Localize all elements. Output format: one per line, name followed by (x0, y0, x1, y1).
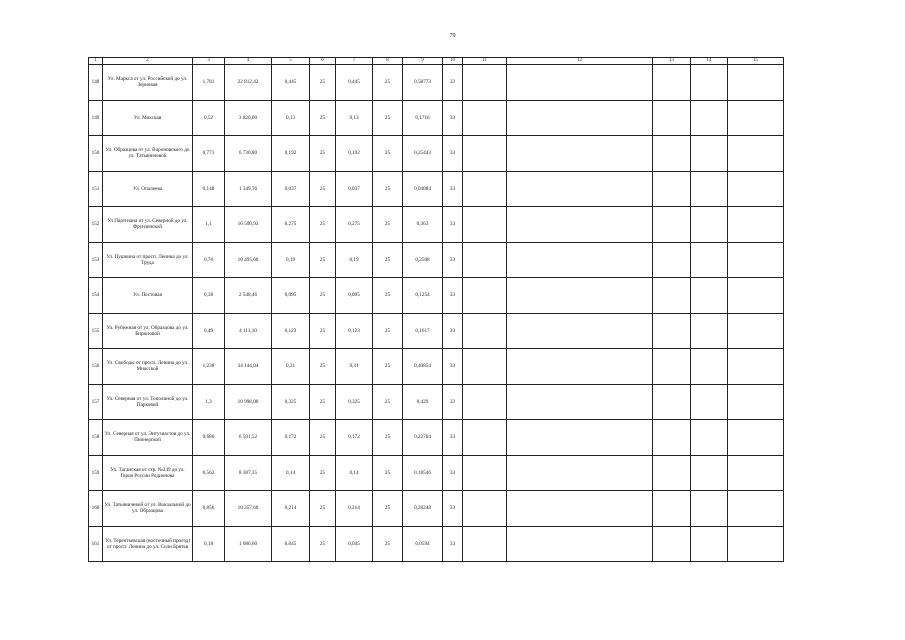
table-cell-1: 153 (89, 242, 103, 278)
table-cell-8: 25 (373, 313, 403, 349)
table-cell-5: 0,214 (272, 491, 310, 527)
street-name-cell: Ул Партизана от ул. Северной до ул. Фрунзенской (103, 207, 193, 243)
street-name-cell: Ул. Татьяничевой от ул. Вокзальной до ул. Образцова (103, 491, 193, 527)
table-cell-9: 0,22704 (403, 420, 443, 456)
empty-cell-15 (728, 349, 784, 385)
empty-cell-12 (507, 420, 653, 456)
table-cell-1: 160 (89, 491, 103, 527)
table-cell-5: 0,037 (272, 171, 310, 207)
table-cell-10: 33 (443, 278, 463, 314)
empty-cell-13 (653, 278, 691, 314)
table-cell-6: 25 (310, 171, 336, 207)
table-row (89, 278, 784, 314)
empty-cell-11 (463, 65, 507, 101)
empty-cell-13 (653, 420, 691, 456)
table-cell-10: 33 (443, 526, 463, 562)
table-cell-3: 1,1 (193, 207, 225, 243)
empty-cell-11 (463, 207, 507, 243)
table-cell-9: 0,1617 (403, 313, 443, 349)
table-cell-3: 0,49 (193, 313, 225, 349)
column-header-3: 3 (193, 58, 225, 65)
empty-cell-11 (463, 491, 507, 527)
table-cell-3: 0,52 (193, 100, 225, 136)
table-cell-3: 1,238 (193, 349, 225, 385)
empty-cell-11 (463, 171, 507, 207)
table-cell-8: 25 (373, 384, 403, 420)
table-cell-6: 25 (310, 136, 336, 172)
street-name-cell: Ул. Образцова от ул. Вороновского до ул. Татьяничевой (103, 136, 193, 172)
table-row (89, 526, 784, 562)
empty-cell-11 (463, 313, 507, 349)
table-cell-7: 0,123 (336, 313, 373, 349)
table-cell-3: 0,562 (193, 455, 225, 491)
column-header-14: 14 (691, 58, 728, 65)
table-cell-5: 0,445 (272, 65, 310, 101)
empty-cell-11 (463, 349, 507, 385)
table-cell-7: 0,275 (336, 207, 373, 243)
table-cell-5: 0,192 (272, 136, 310, 172)
empty-cell-15 (728, 313, 784, 349)
empty-cell-12 (507, 349, 653, 385)
table-cell-7: 0,13 (336, 100, 373, 136)
empty-cell-13 (653, 242, 691, 278)
empty-cell-11 (463, 420, 507, 456)
table-cell-7: 0,037 (336, 171, 373, 207)
empty-cell-14 (691, 242, 728, 278)
table-cell-3: 0,38 (193, 278, 225, 314)
empty-cell-11 (463, 242, 507, 278)
empty-cell-15 (728, 242, 784, 278)
column-header-9: 9 (403, 58, 443, 65)
table-cell-9: 0,1716 (403, 100, 443, 136)
empty-cell-15 (728, 455, 784, 491)
column-header-12: 12 (507, 58, 653, 65)
table-cell-7: 0,19 (336, 242, 373, 278)
table-cell-8: 25 (373, 207, 403, 243)
table-cell-8: 25 (373, 526, 403, 562)
table-cell-9: 0,429 (403, 384, 443, 420)
table-cell-4: 4 111,10 (225, 313, 272, 349)
table-cell-9: 0,363 (403, 207, 443, 243)
street-name-cell: Ул. Маркса от ул. Российской до ул. Зерновая (103, 65, 193, 101)
table-cell-8: 25 (373, 242, 403, 278)
empty-cell-13 (653, 313, 691, 349)
table-cell-10: 33 (443, 313, 463, 349)
table-cell-9: 0,28248 (403, 491, 443, 527)
empty-cell-15 (728, 171, 784, 207)
table-cell-10: 33 (443, 349, 463, 385)
street-name-cell: Ул. Таганская от стр. №249 до ул. Героя России Родионова (103, 455, 193, 491)
table-cell-10: 33 (443, 171, 463, 207)
empty-cell-15 (728, 526, 784, 562)
column-header-5: 5 (272, 58, 310, 65)
street-name-cell: Ул. Северная от ул. Энтузиастов до ул. Пионерской (103, 420, 193, 456)
table-cell-5: 0,045 (272, 526, 310, 562)
empty-cell-13 (653, 207, 691, 243)
table-cell-10: 33 (443, 207, 463, 243)
empty-cell-14 (691, 420, 728, 456)
table-cell-1: 159 (89, 455, 103, 491)
empty-cell-13 (653, 491, 691, 527)
table-cell-6: 25 (310, 100, 336, 136)
column-header-6: 6 (310, 58, 336, 65)
page-number: 79 (449, 33, 456, 39)
table-cell-9: 0,25443 (403, 136, 443, 172)
table-cell-7: 0,172 (336, 420, 373, 456)
table-cell-10: 33 (443, 242, 463, 278)
table-cell-10: 33 (443, 65, 463, 101)
table-cell-8: 25 (373, 455, 403, 491)
table-cell-5: 0,325 (272, 384, 310, 420)
table-cell-5: 0,095 (272, 278, 310, 314)
table-cell-3: 1,3 (193, 384, 225, 420)
table-cell-7: 0,214 (336, 491, 373, 527)
column-header-11: 11 (463, 58, 507, 65)
empty-cell-13 (653, 65, 691, 101)
table-cell-7: 0,325 (336, 384, 373, 420)
table-cell-3: 0,18 (193, 526, 225, 562)
table-cell-5: 0,31 (272, 349, 310, 385)
table-cell-4: 1 686,60 (225, 526, 272, 562)
table-cell-3: 0,76 (193, 242, 225, 278)
table-cell-10: 33 (443, 420, 463, 456)
empty-cell-12 (507, 384, 653, 420)
empty-cell-14 (691, 526, 728, 562)
table-cell-4: 10 357,60 (225, 491, 272, 527)
empty-cell-11 (463, 100, 507, 136)
empty-cell-11 (463, 136, 507, 172)
table-row (89, 171, 784, 207)
table-cell-3: 0,686 (193, 420, 225, 456)
empty-cell-12 (507, 136, 653, 172)
table-cell-4: 6 730,80 (225, 136, 272, 172)
table-cell-4: 2 548,46 (225, 278, 272, 314)
table-cell-1: 161 (89, 526, 103, 562)
empty-cell-12 (507, 242, 653, 278)
table-row (89, 455, 784, 491)
table-cell-6: 25 (310, 526, 336, 562)
table-cell-4: 10 998,00 (225, 384, 272, 420)
empty-cell-14 (691, 65, 728, 101)
empty-cell-14 (691, 207, 728, 243)
table-cell-6: 25 (310, 455, 336, 491)
table-cell-5: 0,172 (272, 420, 310, 456)
empty-cell-14 (691, 100, 728, 136)
data-table (88, 57, 784, 562)
table-cell-10: 33 (443, 100, 463, 136)
column-header-15: 15 (728, 58, 784, 65)
empty-cell-14 (691, 171, 728, 207)
table-cell-4: 22 812,42 (225, 65, 272, 101)
empty-cell-15 (728, 136, 784, 172)
empty-cell-14 (691, 136, 728, 172)
column-header-8: 8 (373, 58, 403, 65)
empty-cell-15 (728, 420, 784, 456)
table-cell-7: 0,31 (336, 349, 373, 385)
table-cell-6: 25 (310, 242, 336, 278)
table-row (89, 349, 784, 385)
empty-cell-13 (653, 349, 691, 385)
empty-cell-12 (507, 491, 653, 527)
table-cell-4: 8 387,35 (225, 455, 272, 491)
table-cell-4: 1 349,76 (225, 171, 272, 207)
table-cell-5: 0,14 (272, 455, 310, 491)
street-name-cell: Ул. Северная от ул. Тополиной до ул. Парковой (103, 384, 193, 420)
table-cell-9: 0,04884 (403, 171, 443, 207)
table-cell-6: 25 (310, 384, 336, 420)
empty-cell-12 (507, 526, 653, 562)
table-cell-8: 25 (373, 65, 403, 101)
table-cell-6: 25 (310, 420, 336, 456)
table-row (89, 242, 784, 278)
empty-cell-12 (507, 313, 653, 349)
table-row (89, 313, 784, 349)
empty-cell-15 (728, 65, 784, 101)
table-cell-5: 0,13 (272, 100, 310, 136)
empty-cell-15 (728, 384, 784, 420)
empty-cell-13 (653, 526, 691, 562)
street-name-cell: Ул. Терентьевская (восточный проезд) от просп. Ленина до ул. Солн Брятья (103, 526, 193, 562)
table-row (89, 65, 784, 101)
table-cell-7: 0,445 (336, 65, 373, 101)
table-cell-6: 25 (310, 207, 336, 243)
table-cell-1: 152 (89, 207, 103, 243)
table-cell-6: 25 (310, 65, 336, 101)
table-cell-9: 0,2508 (403, 242, 443, 278)
table-cell-4: 3 820,00 (225, 100, 272, 136)
column-header-1: 1 (89, 58, 103, 65)
empty-cell-12 (507, 65, 653, 101)
street-name-cell: Ул. Опалеева (103, 171, 193, 207)
table-cell-9: 0,18546 (403, 455, 443, 491)
empty-cell-14 (691, 384, 728, 420)
column-header-2: 2 (103, 58, 193, 65)
table-cell-5: 0,19 (272, 242, 310, 278)
column-header-7: 7 (336, 58, 373, 65)
table-row (89, 384, 784, 420)
table-cell-3: 1,781 (193, 65, 225, 101)
table-cell-1: 150 (89, 136, 103, 172)
table-cell-1: 155 (89, 313, 103, 349)
table-cell-10: 33 (443, 136, 463, 172)
table-cell-8: 25 (373, 491, 403, 527)
table-cell-1: 151 (89, 171, 103, 207)
empty-cell-12 (507, 100, 653, 136)
table-cell-10: 33 (443, 455, 463, 491)
empty-cell-13 (653, 100, 691, 136)
table-cell-9: 0,1254 (403, 278, 443, 314)
empty-cell-14 (691, 349, 728, 385)
table-cell-5: 0,123 (272, 313, 310, 349)
empty-cell-14 (691, 491, 728, 527)
empty-cell-12 (507, 171, 653, 207)
table-cell-1: 156 (89, 349, 103, 385)
table-cell-5: 0,275 (272, 207, 310, 243)
table-cell-7: 0,14 (336, 455, 373, 491)
empty-cell-13 (653, 455, 691, 491)
table-cell-8: 25 (373, 100, 403, 136)
table-cell-4: 10 495,60 (225, 242, 272, 278)
street-name-cell: Ул. Пушкина от просп. Ленина до ул. Труда (103, 242, 193, 278)
column-header-10: 10 (443, 58, 463, 65)
table-cell-1: 157 (89, 384, 103, 420)
table-cell-6: 25 (310, 349, 336, 385)
empty-cell-11 (463, 455, 507, 491)
empty-cell-13 (653, 384, 691, 420)
table-cell-1: 148 (89, 65, 103, 101)
table-cell-8: 25 (373, 420, 403, 456)
empty-cell-12 (507, 278, 653, 314)
table-cell-8: 25 (373, 278, 403, 314)
header-row (89, 58, 784, 65)
empty-cell-11 (463, 278, 507, 314)
table-cell-7: 0,192 (336, 136, 373, 172)
empty-cell-14 (691, 278, 728, 314)
table-cell-6: 25 (310, 313, 336, 349)
empty-cell-12 (507, 207, 653, 243)
table-cell-3: 0,148 (193, 171, 225, 207)
street-name-cell: Ул. Постовая (103, 278, 193, 314)
table-cell-4: 34 144,04 (225, 349, 272, 385)
column-header-4: 4 (225, 58, 272, 65)
table-cell-8: 25 (373, 136, 403, 172)
empty-cell-12 (507, 455, 653, 491)
table-row (89, 136, 784, 172)
table-cell-6: 25 (310, 278, 336, 314)
column-header-13: 13 (653, 58, 691, 65)
empty-cell-11 (463, 526, 507, 562)
table-row (89, 491, 784, 527)
table-cell-9: 0,0594 (403, 526, 443, 562)
table-cell-4: 6 591,52 (225, 420, 272, 456)
table-cell-8: 25 (373, 171, 403, 207)
table-cell-1: 154 (89, 278, 103, 314)
table-cell-3: 0,856 (193, 491, 225, 527)
table-cell-10: 33 (443, 491, 463, 527)
table-cell-4: 16 500,93 (225, 207, 272, 243)
table-cell-9: 0,58773 (403, 65, 443, 101)
street-name-cell: Ул. Свободы от просп. Ленина до ул. Миасской (103, 349, 193, 385)
empty-cell-11 (463, 384, 507, 420)
empty-cell-14 (691, 313, 728, 349)
table-cell-8: 25 (373, 349, 403, 385)
table-cell-1: 158 (89, 420, 103, 456)
table-cell-6: 25 (310, 491, 336, 527)
table-cell-9: 0,40854 (403, 349, 443, 385)
table-cell-7: 0,045 (336, 526, 373, 562)
street-name-cell: Ул. Рубежная от ул. Образцова до ул. Бирюзовой (103, 313, 193, 349)
empty-cell-14 (691, 455, 728, 491)
empty-cell-15 (728, 207, 784, 243)
table-cell-1: 149 (89, 100, 103, 136)
table-row (89, 420, 784, 456)
empty-cell-13 (653, 136, 691, 172)
empty-cell-15 (728, 278, 784, 314)
empty-cell-15 (728, 491, 784, 527)
empty-cell-15 (728, 100, 784, 136)
table-row (89, 207, 784, 243)
table-row (89, 100, 784, 136)
table-cell-10: 33 (443, 384, 463, 420)
table-cell-7: 0,095 (336, 278, 373, 314)
street-name-cell: Ул. Мокская (103, 100, 193, 136)
table-cell-3: 0,771 (193, 136, 225, 172)
empty-cell-13 (653, 171, 691, 207)
